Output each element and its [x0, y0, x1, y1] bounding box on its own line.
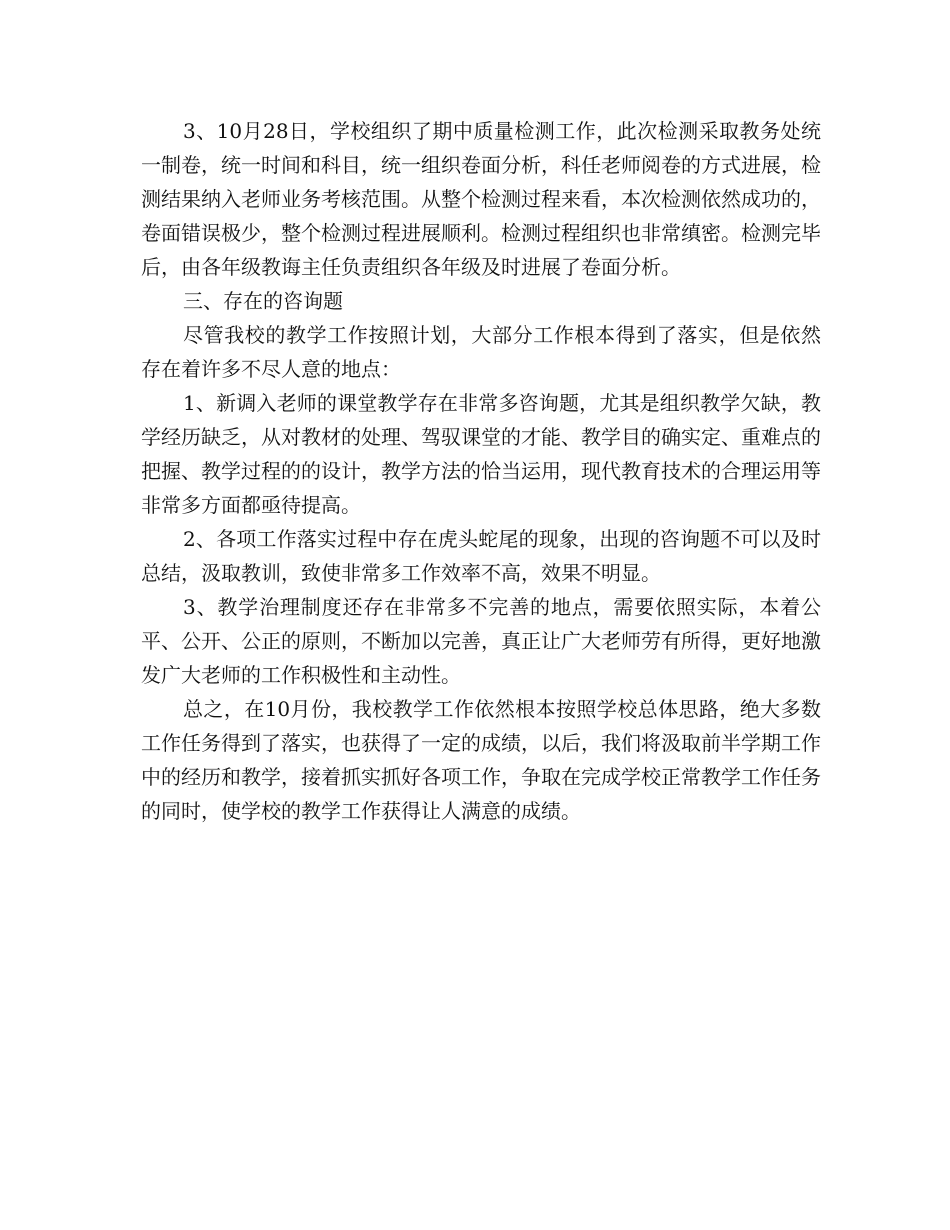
paragraph-problems-intro: 尽管我校的教学工作按照计划，大部分工作根本得到了落实，但是依然存在着许多不尽人意的地点： — [141, 323, 821, 381]
paragraph-problem-new-teachers: 1、新调入老师的课堂教学存在非常多咨询题，尤其是组织教学欠缺，教学经历缺乏，从对教材的处理、驾驭课堂的才能、教学目的确实定、重难点的把握、教学过程的的设计，教学方法的恰当运用，现代教育技术的合理运用等非常多方面都亟待提高。 — [141, 391, 821, 517]
section-heading-existing-problems: 三、存在的咨询题 — [183, 289, 343, 313]
paragraph-problem-management-system: 3、教学治理制度还存在非常多不完善的地点，需要依照实际，本着公平、公开、公正的原则，不断加以完善，真正让广大老师劳有所得，更好地激发广大老师的工作积极性和主动性。 — [141, 595, 821, 687]
document-body — [141, 114, 821, 828]
paragraph-conclusion: 总之，在10月份，我校教学工作依然根本按照学校总体思路，绝大多数工作任务得到了落实，也获得了一定的成绩，以后，我们将汲取前半学期工作中的经历和教学，接着抓实抓好各项工作，争取在完成学校正常教学工作任务的同时，使学校的教学工作获得让人满意的成绩。 — [141, 697, 821, 823]
paragraph-problem-follow-through: 2、各项工作落实过程中存在虎头蛇尾的现象，出现的咨询题不可以及时总结，汲取教训，致使非常多工作效率不高，效果不明显。 — [141, 527, 821, 585]
paragraph-exam-quality-check: 3、10月28日，学校组织了期中质量检测工作，此次检测采取教务处统一制卷，统一时间和科目，统一组织卷面分析，科任老师阅卷的方式进展，检测结果纳入老师业务考核范围。从整个检测过程来看，本次检测依然成功的，卷面错误极少，整个检测过程进展顺利。检测过程组织也非常缜密。检测完毕后，由各年级教诲主任负责组织各年级及时进展了卷面分析。 — [141, 119, 821, 279]
